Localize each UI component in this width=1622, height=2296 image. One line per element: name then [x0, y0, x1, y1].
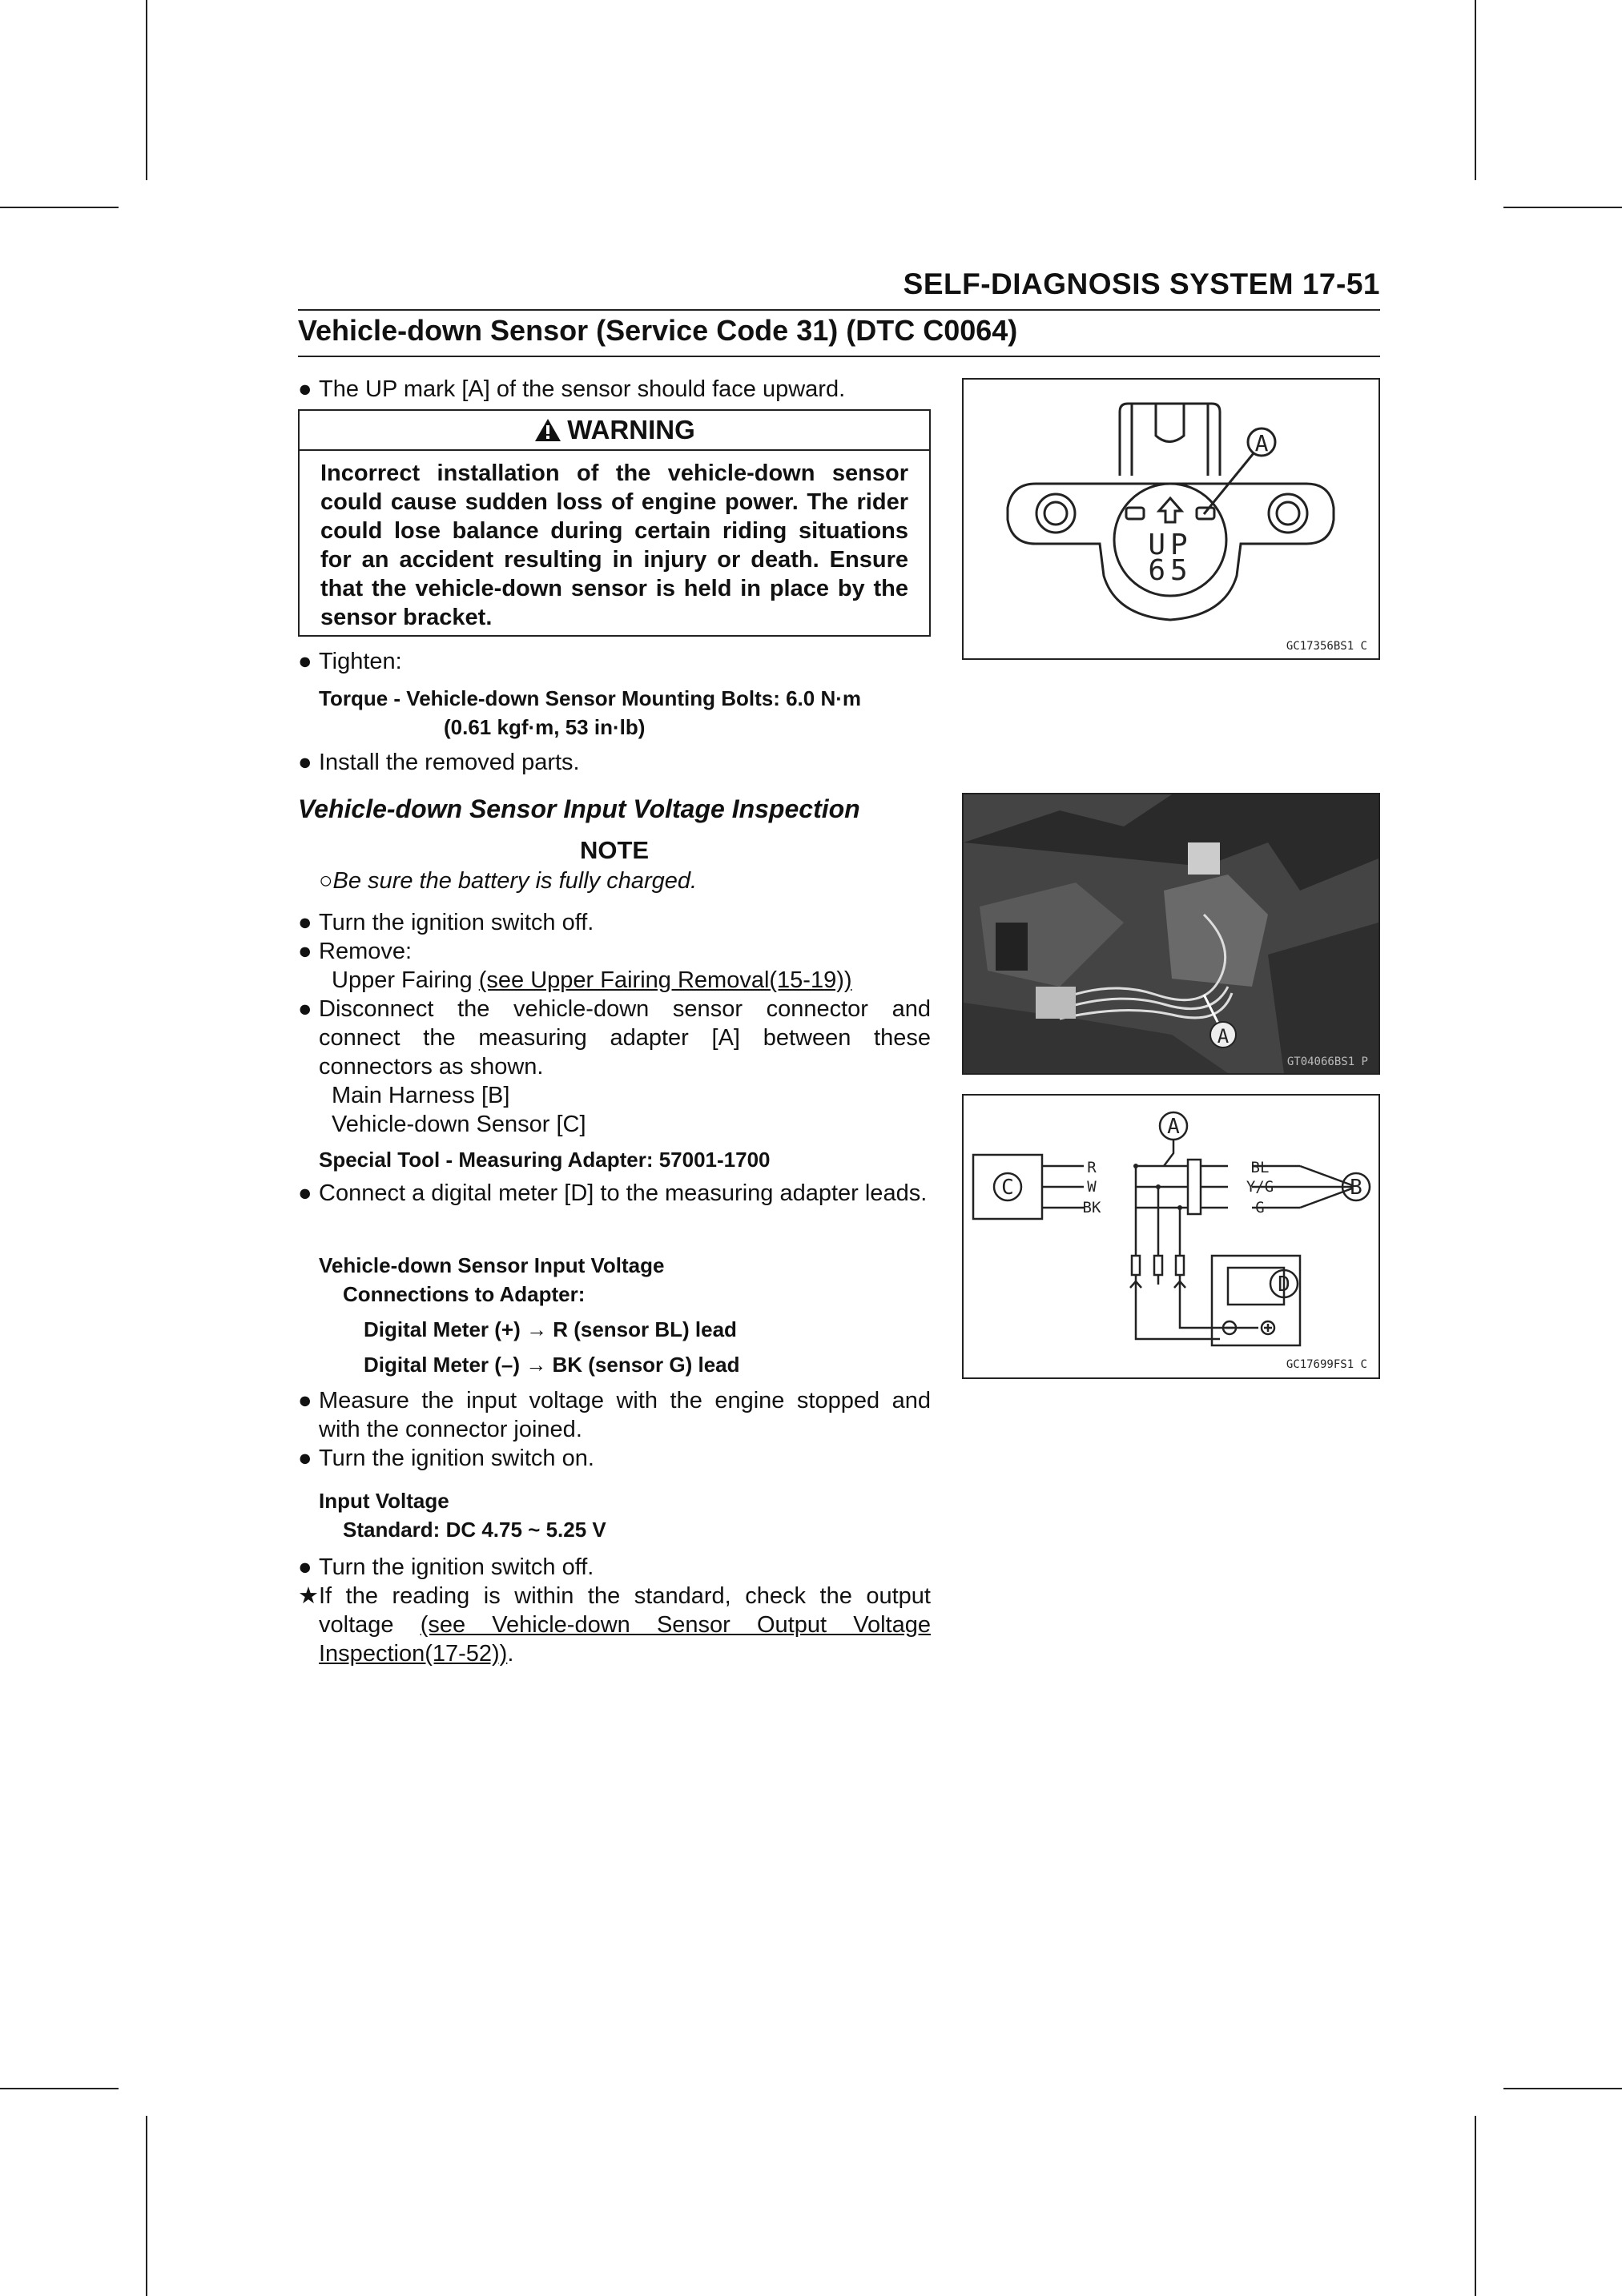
note-marker: ○	[319, 868, 333, 894]
connections-title: Vehicle-down Sensor Input Voltage	[319, 1253, 665, 1277]
step-remove	[298, 937, 931, 995]
step-text: Measure the input voltage with the engine stopped and with the connector joined.	[319, 1388, 931, 1442]
bullet: ●	[298, 939, 312, 964]
page-header-title: SELF-DIAGNOSIS SYSTEM 17-51	[903, 267, 1380, 300]
sensor-drawing	[964, 380, 1378, 658]
if-reading-end: .	[507, 1641, 514, 1667]
wiring-drawing	[964, 1096, 1378, 1377]
warning-header	[300, 411, 929, 451]
input-voltage-title: Input Voltage	[319, 1489, 449, 1513]
section-rule	[298, 356, 1380, 357]
input-voltage-spec	[298, 1486, 931, 1544]
label-d: D	[1278, 1273, 1290, 1297]
wire-g-label: G	[1255, 1199, 1265, 1216]
figure-photo-adapter	[962, 793, 1380, 1075]
wire-yg-label: Y/G	[1246, 1178, 1274, 1196]
if-reading-body: If the reading is within the standard, check the output voltage	[319, 1583, 931, 1638]
bullet: ●	[298, 1446, 312, 1471]
note-item	[298, 867, 931, 895]
connection-plus: Digital Meter (+) → R (sensor BL) lead	[364, 1317, 737, 1341]
step-text: Turn the ignition switch off.	[319, 1554, 594, 1580]
crop-mark	[1475, 0, 1476, 180]
connections-subtitle: Connections to Adapter:	[343, 1282, 586, 1306]
wire-r-label: R	[1087, 1159, 1097, 1176]
special-tool: Special Tool - Measuring Adapter: 57001-1700	[319, 1148, 771, 1172]
step-connect-meter	[298, 1179, 931, 1208]
figure-code: GC17356BS1 C	[1286, 640, 1367, 653]
star-marker: ★	[298, 1583, 319, 1609]
label-a: A	[1254, 430, 1269, 456]
note-heading: NOTE	[579, 836, 650, 864]
note-text: Be sure the battery is fully charged.	[332, 868, 698, 894]
connection-minus: Digital Meter (–) → BK (sensor G) lead	[364, 1353, 740, 1377]
intro-text: The UP mark [A] of the sensor should face upward.	[319, 376, 846, 402]
label-a: A	[1167, 1115, 1180, 1139]
label-c: C	[1001, 1176, 1014, 1200]
step-text: Turn the ignition switch on.	[319, 1446, 594, 1471]
if-reading-text	[319, 1582, 931, 1668]
step-text: Connect a digital meter [D] to the measuring adapter leads.	[319, 1180, 928, 1206]
torque-line2: (0.61 kgf·m, 53 in·lb)	[444, 715, 646, 739]
install-item	[298, 748, 931, 777]
wire-w-label: W	[1087, 1178, 1097, 1196]
step-text: Disconnect the vehicle-down sensor connector and connect the measuring adapter [A] between these connectors as shown.	[319, 996, 931, 1080]
crop-mark	[0, 2088, 119, 2089]
header-rule	[298, 309, 1380, 311]
step-text: Remove:	[319, 939, 413, 964]
figure-code: GT04066BS1 P	[1286, 1056, 1368, 1068]
warning-triangle-icon	[533, 417, 562, 443]
main-harness-text: Main Harness [B]	[332, 1083, 510, 1108]
input-voltage-standard: Standard: DC 4.75 ~ 5.25 V	[343, 1518, 606, 1542]
torque-spec	[298, 684, 931, 742]
bullet: ●	[298, 1180, 312, 1206]
crop-mark	[1503, 207, 1622, 208]
tighten-text: Tighten:	[319, 649, 402, 674]
step-measure	[298, 1386, 931, 1444]
upper-fairing-link[interactable]: (see Upper Fairing Removal(15-19))	[478, 967, 852, 993]
output-voltage-link[interactable]: (see Vehicle-down Sensor Output Voltage Inspection(17-52))	[319, 1612, 931, 1667]
figure-sensor-up-mark	[962, 378, 1380, 660]
step-disconnect	[298, 995, 931, 1139]
wire-bl-label: BL	[1250, 1159, 1270, 1176]
bullet: ●	[298, 376, 312, 402]
warning-box	[298, 409, 931, 637]
upper-fairing-line	[332, 966, 931, 995]
bullet: ●	[298, 910, 312, 935]
section-title: Vehicle-down Sensor (Service Code 31) (DTC C0064)	[298, 314, 1018, 347]
label-a: A	[1217, 1025, 1230, 1047]
subsection-title: Vehicle-down Sensor Input Voltage Inspection	[298, 794, 860, 823]
figure-wiring-diagram	[962, 1094, 1380, 1379]
install-text: Install the removed parts.	[319, 750, 580, 775]
step-switch-on	[298, 1444, 931, 1473]
crop-mark	[1503, 2088, 1622, 2089]
tighten-item	[298, 647, 931, 676]
sensor-c-text: Vehicle-down Sensor [C]	[332, 1112, 586, 1137]
sensor-number-text: 65	[1148, 554, 1193, 587]
crop-mark	[146, 2116, 147, 2296]
bullet: ●	[298, 750, 312, 775]
bullet: ●	[298, 649, 312, 674]
crop-mark	[1475, 2116, 1476, 2296]
warning-heading: WARNING	[567, 415, 695, 444]
step-text: Turn the ignition switch off.	[319, 910, 594, 935]
torque-prefix: Torque -	[319, 686, 407, 710]
step-switch-off-2	[298, 1553, 931, 1582]
crop-mark	[146, 0, 147, 180]
step-switch-off	[298, 908, 931, 937]
step-if-reading	[298, 1582, 931, 1668]
crop-mark	[0, 207, 119, 208]
bullet: ●	[298, 1388, 312, 1413]
bullet: ●	[298, 996, 312, 1022]
figure-code: GC17699FS1 C	[1286, 1358, 1367, 1371]
photo-drawing	[964, 794, 1378, 1073]
upper-fairing-text: Upper Fairing	[332, 967, 479, 993]
bullet: ●	[298, 1554, 312, 1580]
torque-line1: Vehicle-down Sensor Mounting Bolts: 6.0 N·m	[406, 686, 861, 710]
intro-item	[298, 375, 931, 404]
wire-bk-label: BK	[1082, 1199, 1101, 1216]
label-b: B	[1350, 1176, 1362, 1200]
up-mark-text: UP	[1148, 529, 1193, 561]
warning-body: Incorrect installation of the vehicle-down sensor could cause sudden loss of engine power. The rider could lose balance during certain riding situations for an accident resulting in injury or death. Ensure that the vehicle-down sensor is held in place by the sensor bracket.	[320, 460, 908, 630]
connections-spec	[298, 1251, 931, 1379]
